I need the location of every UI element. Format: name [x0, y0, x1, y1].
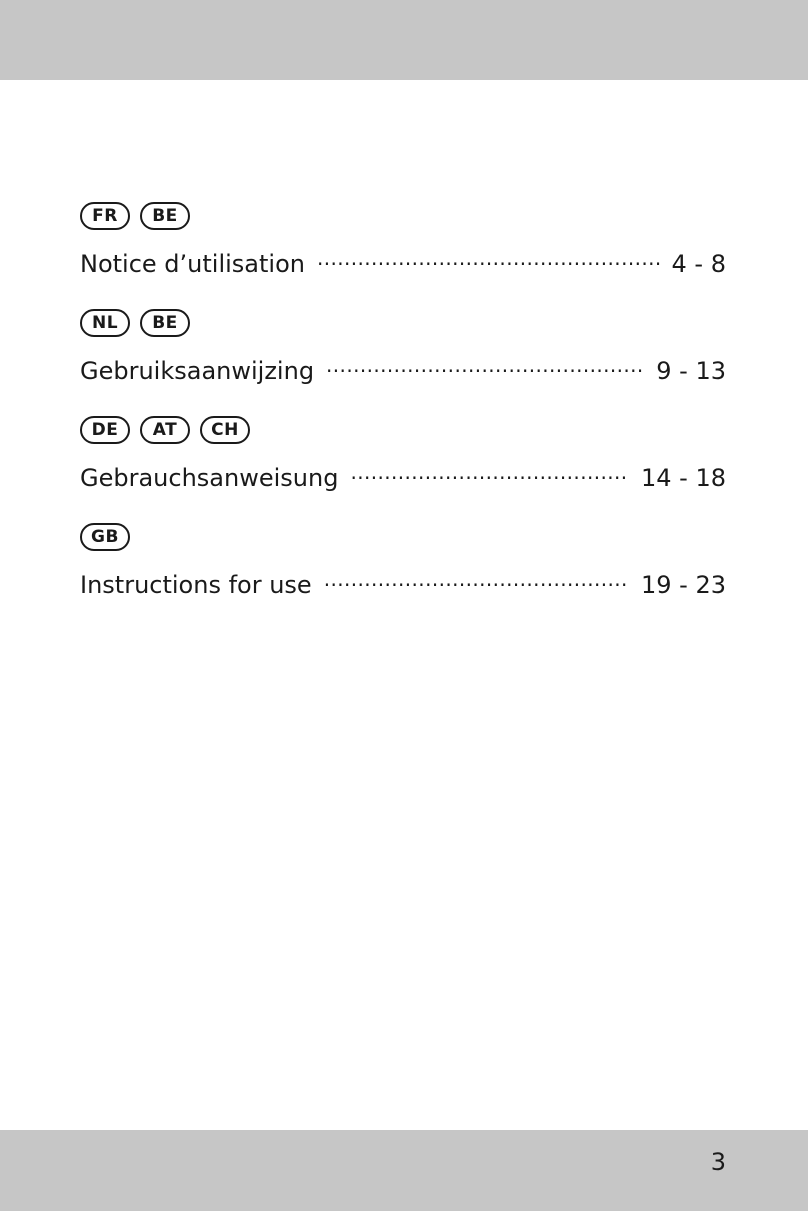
country-badge-be: BE	[140, 309, 190, 337]
dot-leader	[350, 456, 629, 486]
header-bar	[0, 0, 808, 80]
country-badge-ch: CH	[200, 416, 250, 444]
toc-entry-title: Gebrauchsanweisung	[80, 464, 339, 492]
dot-leader	[317, 242, 660, 272]
toc-section-dutch	[80, 307, 726, 414]
language-badges	[80, 307, 726, 339]
language-badge-de: DE	[80, 416, 130, 444]
toc-entry[interactable]	[80, 563, 726, 600]
toc-section-english	[80, 521, 726, 628]
language-badge-nl: NL	[80, 309, 130, 337]
toc-entry-pages: 14 - 18	[641, 464, 726, 492]
toc-entry-title: Gebruiksaanwijzing	[80, 357, 315, 385]
page-number: 3	[710, 1148, 726, 1176]
language-badge-fr: FR	[80, 202, 130, 230]
toc-entry[interactable]	[80, 349, 726, 386]
toc-entry-title: Instructions for use	[80, 571, 312, 599]
country-badge-at: AT	[140, 416, 190, 444]
toc-entry[interactable]	[80, 456, 726, 493]
toc-entry-pages: 4 - 8	[671, 250, 726, 278]
dot-leader	[324, 563, 629, 593]
dot-leader	[326, 349, 644, 379]
country-badge-be: BE	[140, 202, 190, 230]
language-badges	[80, 414, 726, 446]
footer-bar	[0, 1130, 808, 1211]
language-badge-gb: GB	[80, 523, 130, 551]
table-of-contents	[80, 200, 726, 628]
toc-entry[interactable]	[80, 242, 726, 279]
toc-entry-pages: 9 - 13	[656, 357, 726, 385]
toc-section-french	[80, 200, 726, 307]
language-badges	[80, 521, 726, 553]
toc-section-german	[80, 414, 726, 521]
toc-entry-title: Notice d’utilisation	[80, 250, 305, 278]
language-badges	[80, 200, 726, 232]
toc-entry-pages: 19 - 23	[641, 571, 726, 599]
